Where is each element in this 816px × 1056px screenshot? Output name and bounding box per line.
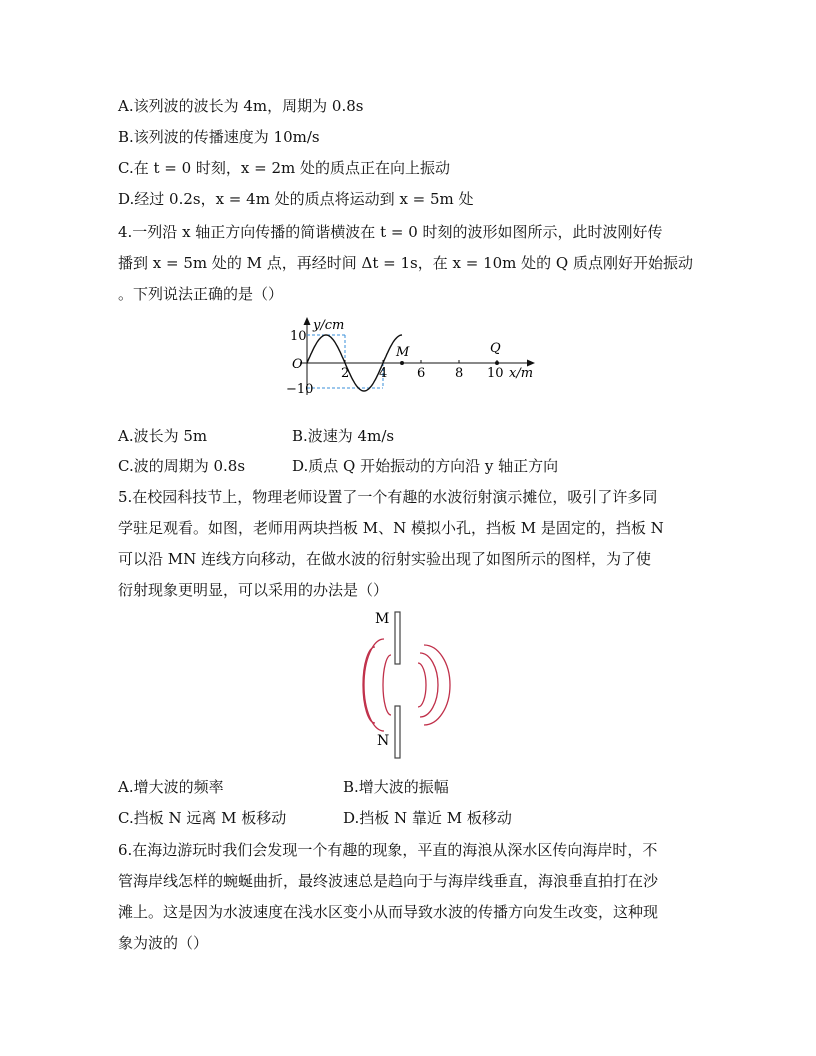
- q4-stem-line-3: 。下列说法正确的是（）: [118, 285, 284, 303]
- q5-option-a: A.增大波的频率: [118, 778, 224, 796]
- q4-option-d: D.质点 Q 开始振动的方向沿 y 轴正方向: [292, 457, 559, 475]
- barrier-m: [395, 612, 400, 664]
- q5-option-d: D.挡板 N 靠近 M 板移动: [343, 809, 512, 827]
- q5-stem-line-1: 5.在校园科技节上，物理老师设置了一个有趣的水波衍射演示摊位，吸引了许多同: [118, 488, 658, 506]
- q3-option-a: A.该列波的波长为 4m，周期为 0.8s: [118, 97, 364, 115]
- x-tick-label-6: 6: [417, 366, 426, 381]
- wavefront-left-2: [363, 647, 375, 723]
- barrier-n-label: N: [377, 733, 390, 749]
- y-axis-label: y/cm: [313, 318, 345, 333]
- q6-stem-line-4: 象为波的（）: [118, 934, 209, 952]
- point-m-dot: [400, 361, 404, 365]
- q4-stem-line-2: 播到 x = 5m 处的 M 点，再经时间 Δt = 1s，在 x = 10m 处的 Q 质点刚好开始振动: [118, 254, 693, 272]
- q5-stem-line-3: 可以沿 MN 连线方向移动，在做水波的衍射实验出现了如图所示的图样，为了使: [118, 550, 652, 568]
- wavefront-left-1: [364, 639, 384, 731]
- x-axis-label: x/m: [509, 366, 534, 381]
- q6-stem-line-2: 管海岸线怎样的蜿蜒曲折，最终波速总是趋向于与海岸线垂直，海浪垂直拍打在沙: [118, 872, 659, 890]
- y-axis-arrow: [304, 317, 311, 325]
- y-tick-label-neg: −10: [286, 382, 314, 397]
- x-tick-label-8: 8: [455, 366, 464, 381]
- barrier-m-label: M: [375, 611, 390, 627]
- q6-stem-line-3: 滩上。这是因为水波速度在浅水区变小从而导致水波的传播方向发生改变，这种现: [118, 903, 659, 921]
- barrier-n: [395, 706, 400, 758]
- wavefront-left-3: [383, 655, 391, 715]
- wavefronts: [363, 639, 450, 731]
- q3-option-d: D.经过 0.2s，x = 4m 处的质点将运动到 x = 5m 处: [118, 190, 474, 208]
- q4-option-a: A.波长为 5m: [118, 427, 208, 445]
- wavefront-right-2: [420, 653, 438, 717]
- q5-option-c: C.挡板 N 远离 M 板移动: [118, 809, 287, 827]
- x-tick-label-2: 2: [341, 366, 350, 381]
- q3-option-b: B.该列波的传播速度为 10m/s: [118, 128, 320, 146]
- q6-stem-line-1: 6.在海边游玩时我们会发现一个有趣的现象，平直的海浪从深水区传向海岸时，不: [118, 841, 658, 859]
- q5-option-b: B.增大波的振幅: [343, 778, 449, 796]
- q4-option-c: C.波的周期为 0.8s: [118, 457, 246, 475]
- wavefront-right-1: [418, 663, 426, 707]
- q4-option-b: B.波速为 4m/s: [292, 427, 395, 445]
- x-tick-label-10: 10: [487, 366, 504, 381]
- point-q-label: Q: [490, 341, 501, 356]
- q4-stem-line-1: 4.一列沿 x 轴正方向传播的简谐横波在 t = 0 时刻的波形如图所示，此时波刚好传: [118, 223, 663, 241]
- q5-stem-line-4: 衍射现象更明显，可以采用的办法是（）: [118, 581, 389, 599]
- point-q-dot: [495, 361, 499, 365]
- q3-option-c: C.在 t = 0 时刻，x = 2m 处的质点正在向上振动: [118, 159, 451, 177]
- q5-stem-line-2: 学驻足观看。如图，老师用两块挡板 M、N 模拟小孔，挡板 M 是固定的，挡板 N: [118, 519, 664, 537]
- origin-label: O: [292, 357, 303, 372]
- q5-diffraction-figure: [355, 600, 465, 765]
- x-tick-label-4: 4: [379, 366, 388, 381]
- point-m-label: M: [396, 345, 410, 360]
- y-tick-label-pos: 10: [290, 329, 307, 344]
- q4-wave-graph: [285, 312, 540, 404]
